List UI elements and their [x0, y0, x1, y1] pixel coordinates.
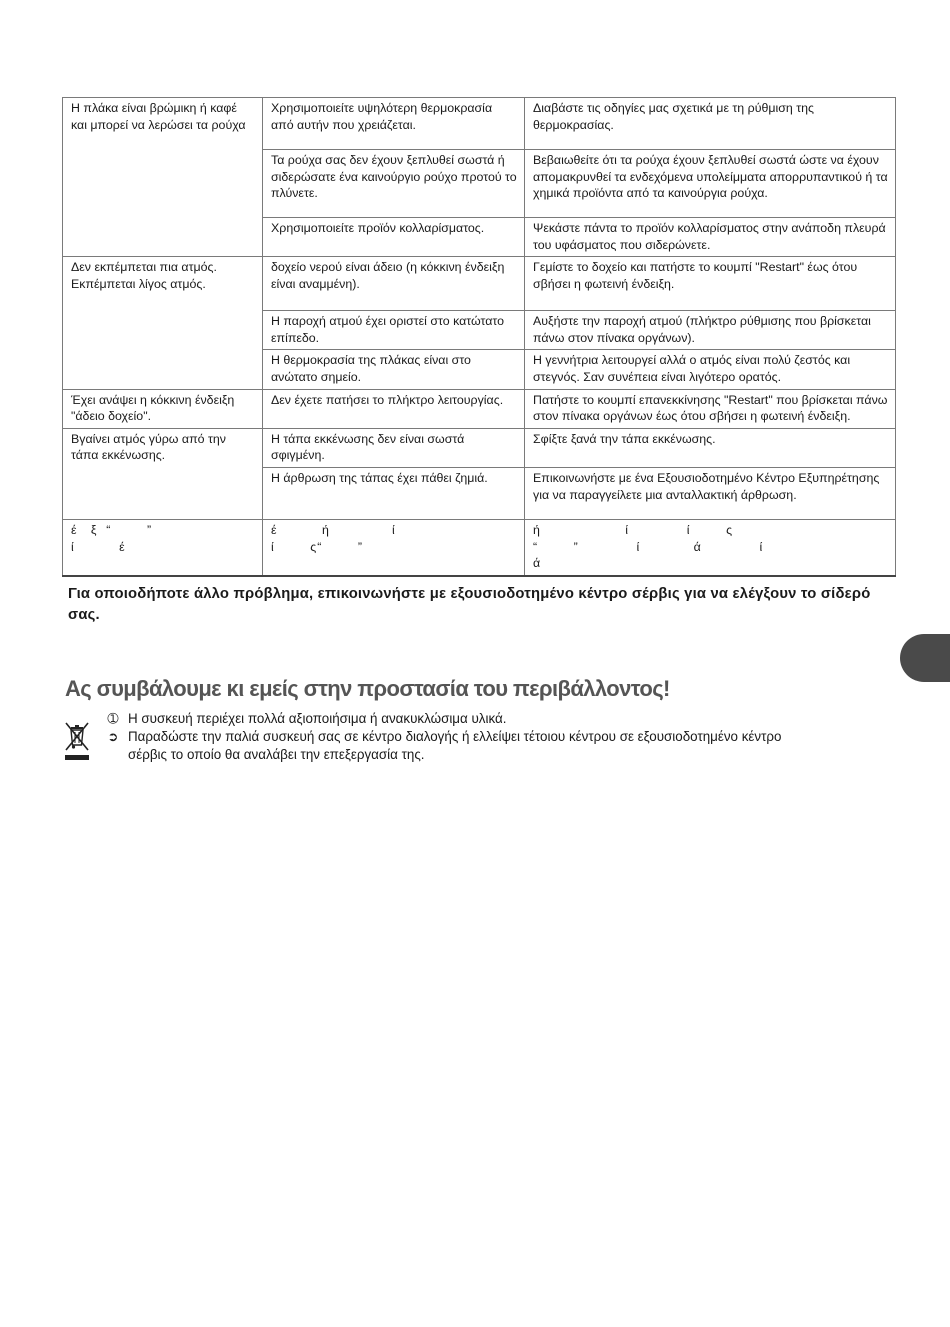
troubleshooting-table [62, 97, 896, 577]
table-row [63, 428, 896, 467]
disposal-instruction-text: Παραδώστε την παλιά συσκευή σας σε κέντρο διαλογής ή ελλείψει τέτοιου κέντρου σε εξουσιοδοτημένο κέντρο [128, 729, 782, 744]
problem-cell: Έχει ανάψει η κόκκινη ένδειξη "άδειο δοχείο". [63, 389, 263, 428]
solution-cell: Επικοινωνήστε με ένα Εξουσιοδοτημένο Κέντρο Εξυπηρέτησης για να παραγγείλετε μια ανταλλακτική άρθρωση. [525, 467, 896, 519]
solution-cell: Πατήστε το κουμπί επανεκκίνησης "Restart" που βρίσκεται πάνω στον πίνακα οργάνων έως ότου σβήσει η φωτεινή ένδειξη. [525, 389, 896, 428]
cause-cell: Η παροχή ατμού έχει οριστεί στο κατώτατο επίπεδο. [263, 311, 525, 350]
solution-cell: ή ί ί ς “ ” ί ά ί ά [525, 519, 896, 575]
cause-cell: έ ή ί ί ς“ ” [263, 519, 525, 575]
cause-cell: Χρησιμοποιείτε υψηλότερη θερμοκρασία από αυτήν που χρειάζεται. [263, 98, 525, 150]
recyclable-materials-text: Η συσκευή περιέχει πολλά αξιοποιήσιμα ή ανακυκλώσιμα υλικά. [128, 711, 507, 726]
disposal-instruction-line [104, 728, 864, 764]
other-problems-note: Για οποιοδήποτε άλλο πρόβλημα, επικοινωνήστε με εξουσιοδοτημένο κέντρο σέρβις για να ελέγξουν το σίδερό σας. [68, 586, 871, 623]
problem-cell: Η πλάκα είναι βρώμικη ή καφέ και μπορεί να λερώσει τα ρούχα [63, 98, 263, 257]
disposal-instruction-text-continued: σέρβις το οποίο θα αναλάβει την επεξεργασία της. [128, 747, 425, 762]
environment-instructions [104, 710, 864, 764]
cause-cell: Δεν έχετε πατήσει το πλήκτρο λειτουργίας. [263, 389, 525, 428]
solution-cell: Αυξήστε την παροχή ατμού (πλήκτρο ρύθμισης που βρίσκεται πάνω στον πίνακα οργάνων). [525, 311, 896, 350]
solution-cell: Γεμίστε το δοχείο και πατήστε το κουμπί "Restart" έως ότου σβήσει η φωτεινή ένδειξη. [525, 257, 896, 311]
language-tab-marker [900, 634, 950, 682]
environment-title: Ας συμβάλουμε κι εμείς στην προστασία του περιβάλλοντος! [65, 676, 670, 701]
solution-cell: Βεβαιωθείτε ότι τα ρούχα έχουν ξεπλυθεί σωστά ώστε να έχουν απομακρυνθεί τα ενδεχόμενα υπολείμματα απορρυπαντικού ή τα χημικά προϊόντα από τα καινούργια ρούχα. [525, 150, 896, 218]
problem-cell: Βγαίνει ατμός γύρω από την τάπα εκκένωσης. [63, 428, 263, 519]
troubleshooting-table-container [62, 97, 895, 577]
table-row [63, 257, 896, 311]
cause-cell: Χρησιμοποιείτε προϊόν κολλαρίσματος. [263, 218, 525, 257]
crossed-out-wheelie-bin-icon [63, 720, 91, 762]
cause-cell: Τα ρούχα σας δεν έχουν ξεπλυθεί σωστά ή σιδερώσατε ένα καινούργιο ρούχο προτού το πλύνετε. [263, 150, 525, 218]
table-row [63, 519, 896, 575]
cause-cell: Η θερμοκρασία της πλάκας είναι στο ανώτατο σημείο. [263, 350, 525, 389]
solution-cell: Σφίξτε ξανά την τάπα εκκένωσης. [525, 428, 896, 467]
solution-cell: Η γεννήτρια λειτουργεί αλλά ο ατμός είναι πολύ ζεστός και στεγνός. Σαν συνέπεια είναι λιγότερο ορατός. [525, 350, 896, 389]
solution-cell: Ψεκάστε πάντα το προϊόν κολλαρίσματος στην ανάποδη πλευρά του υφάσματος που σιδερώνετε. [525, 218, 896, 257]
problem-cell: έ ξ “ ” ί έ [63, 519, 263, 575]
solution-cell: Διαβάστε τις οδηγίες μας σχετικά με τη ρύθμιση της θερμοκρασίας. [525, 98, 896, 150]
recyclable-materials-line [104, 710, 864, 728]
cause-cell: δοχείο νερού είναι άδειο (η κόκκινη ένδειξη είναι αναμμένη). [263, 257, 525, 311]
arrow-bullet-icon: ➲ [107, 729, 119, 744]
problem-cell: Δεν εκπέμπεται πια ατμός. Εκπέμπεται λίγος ατμός. [63, 257, 263, 389]
table-row [63, 98, 896, 150]
info-bullet-icon: ➀ [107, 711, 119, 726]
table-row [63, 389, 896, 428]
cause-cell: Η τάπα εκκένωσης δεν είναι σωστά σφιγμένη. [263, 428, 525, 467]
cause-cell: Η άρθρωση της τάπας έχει πάθει ζημιά. [263, 467, 525, 519]
